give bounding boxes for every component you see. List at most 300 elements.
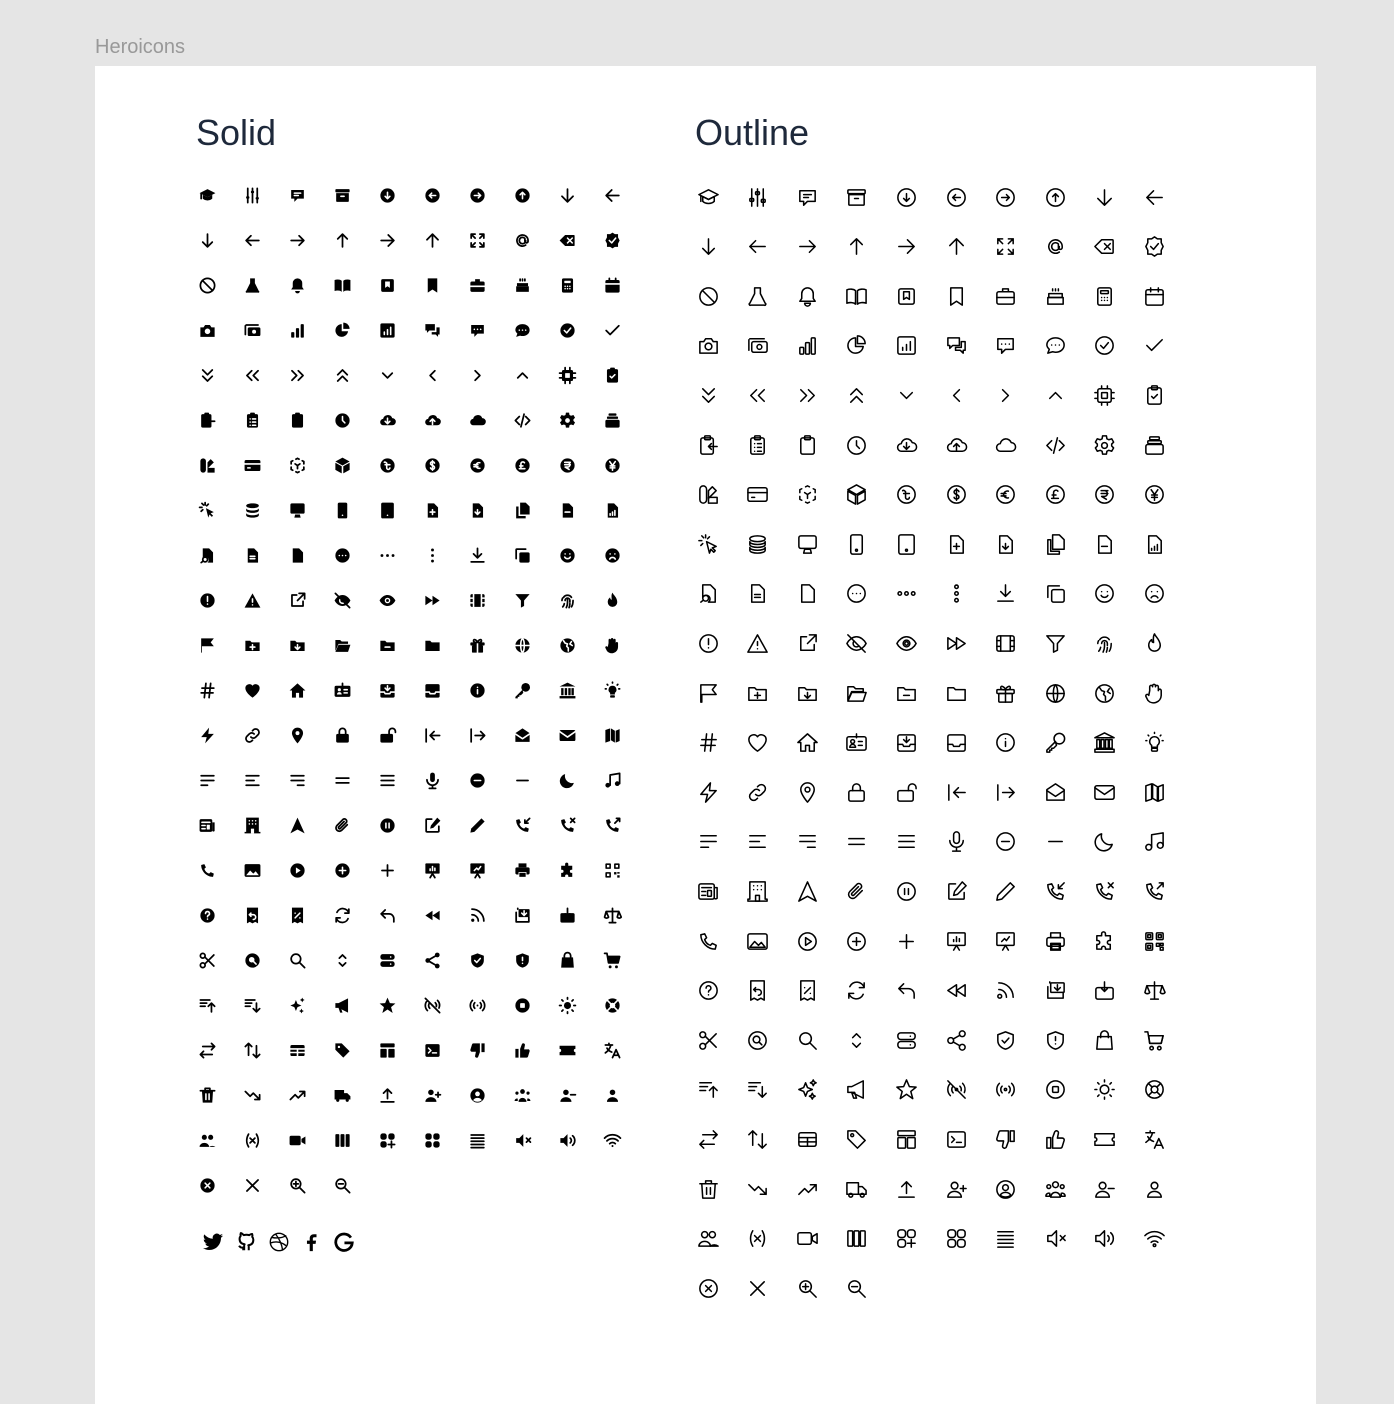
outline-minus-circle-icon xyxy=(994,830,1017,853)
solid-bars-3-icon xyxy=(378,771,397,790)
outline-x-mark-icon xyxy=(746,1277,769,1300)
solid-document-plus-icon xyxy=(423,501,442,520)
outline-building-office-icon xyxy=(746,880,769,903)
outline-squares-2x2-icon xyxy=(945,1227,968,1250)
outline-table-cells-icon xyxy=(796,1128,819,1151)
solid-command-line-icon xyxy=(423,1041,442,1060)
outline-arrow-long-down-icon xyxy=(697,235,720,258)
solid-plus-circle-icon xyxy=(333,861,352,880)
solid-sparkles-icon xyxy=(288,996,307,1015)
solid-printer-icon xyxy=(513,861,532,880)
solid-arrow-trending-down-icon xyxy=(243,1086,262,1105)
solid-face-frown-icon xyxy=(603,546,622,565)
solid-circle-stack-icon xyxy=(243,501,262,520)
outline-phone-x-mark-icon xyxy=(1093,880,1116,903)
solid-table-cells-icon xyxy=(288,1041,307,1060)
outline-presentation-chart-line-icon xyxy=(994,930,1017,953)
outline-lifebuoy-icon xyxy=(1143,1078,1166,1101)
solid-finger-print-icon xyxy=(558,591,577,610)
outline-currency-bangladeshi-icon xyxy=(895,483,918,506)
outline-chevron-double-up-icon xyxy=(845,384,868,407)
solid-inbox-icon xyxy=(423,681,442,700)
solid-magnifying-glass-minus-icon xyxy=(333,1176,352,1195)
solid-bars-2-icon xyxy=(333,771,352,790)
solid-chevron-right-icon xyxy=(468,366,487,385)
solid-chat-bubble-bottom-center-text-icon xyxy=(288,186,307,205)
outline-bookmark-icon xyxy=(945,285,968,308)
outline-hand-raised-icon xyxy=(1143,682,1166,705)
solid-cog-6-tooth-icon xyxy=(558,411,577,430)
solid-bars-arrow-up-icon xyxy=(198,996,217,1015)
solid-hand-raised-icon xyxy=(603,636,622,655)
solid-inbox-arrow-down-icon xyxy=(378,681,397,700)
outline-chevron-double-down-icon xyxy=(697,384,720,407)
solid-exclamation-triangle-icon xyxy=(243,591,262,610)
outline-clipboard-document-arrow-left-icon xyxy=(697,434,720,457)
outline-globe-americas-icon xyxy=(1093,682,1116,705)
outline-map-icon xyxy=(1143,781,1166,804)
outline-stop-circle-icon xyxy=(1044,1078,1067,1101)
outline-gift-icon xyxy=(994,682,1017,705)
outline-presentation-chart-bar-icon xyxy=(945,930,968,953)
outline-check-badge-icon xyxy=(1143,235,1166,258)
outline-magnifying-glass-icon xyxy=(796,1029,819,1052)
solid-lock-open-icon xyxy=(378,726,397,745)
outline-ellipsis-vertical-icon xyxy=(945,582,968,605)
frame-label: Heroicons xyxy=(95,36,186,58)
solid-chart-bar-icon xyxy=(288,321,307,340)
solid-currency-pound-icon xyxy=(513,456,532,475)
outline-sparkles-icon xyxy=(796,1078,819,1101)
outline-cloud-icon xyxy=(994,434,1017,457)
outline-printer-icon xyxy=(1044,930,1067,953)
outline-currency-pound-icon xyxy=(1044,483,1067,506)
solid-signal-icon xyxy=(468,996,487,1015)
outline-no-symbol-icon xyxy=(697,285,720,308)
outline-bolt-icon xyxy=(697,781,720,804)
solid-shield-exclamation-icon xyxy=(513,951,532,970)
solid-home-icon xyxy=(288,681,307,700)
outline-photo-icon xyxy=(746,930,769,953)
outline-exclamation-circle-icon xyxy=(697,632,720,655)
outline-light-bulb-icon xyxy=(1143,731,1166,754)
outline-arrow-down-circle-icon xyxy=(895,186,918,209)
outline-ticket-icon xyxy=(1093,1128,1116,1151)
dribbble-icon xyxy=(268,1231,290,1253)
outline-bell-icon xyxy=(796,285,819,308)
solid-document-text-icon xyxy=(243,546,262,565)
outline-chart-pie-icon xyxy=(845,334,868,357)
solid-ellipsis-horizontal-icon xyxy=(378,546,397,565)
solid-arrows-right-left-icon xyxy=(198,1041,217,1060)
solid-user-plus-icon xyxy=(423,1086,442,1105)
solid-forward-icon xyxy=(423,591,442,610)
solid-light-bulb-icon xyxy=(603,681,622,700)
outline-phone-arrow-up-right-icon xyxy=(1143,880,1166,903)
solid-cloud-arrow-up-icon xyxy=(423,411,442,430)
outline-rss-icon xyxy=(994,979,1017,1002)
outline-document-plus-icon xyxy=(945,533,968,556)
solid-inbox-stack-icon xyxy=(513,906,532,925)
solid-cake-icon xyxy=(513,276,532,295)
solid-computer-desktop-icon xyxy=(288,501,307,520)
solid-eye-icon xyxy=(378,591,397,610)
solid-currency-euro-icon xyxy=(468,456,487,475)
solid-square-2-stack-icon xyxy=(513,546,532,565)
solid-user-circle-icon xyxy=(468,1086,487,1105)
solid-identification-icon xyxy=(333,681,352,700)
solid-chevron-down-icon xyxy=(378,366,397,385)
outline-scissors-icon xyxy=(697,1029,720,1052)
solid-arrow-left-circle-icon xyxy=(423,186,442,205)
solid-arrow-down-on-square-icon xyxy=(558,906,577,925)
solid-arrow-uturn-left-icon xyxy=(378,906,397,925)
outline-heart-icon xyxy=(746,731,769,754)
solid-arrow-down-icon xyxy=(558,186,577,205)
outline-squares-plus-icon xyxy=(895,1227,918,1250)
solid-stop-circle-icon xyxy=(513,996,532,1015)
facebook-icon xyxy=(300,1231,322,1253)
solid-hand-thumb-up-icon xyxy=(513,1041,532,1060)
outline-check-icon xyxy=(1143,334,1166,357)
outline-device-tablet-icon xyxy=(895,533,918,556)
outline-chat-bubble-left-right-icon xyxy=(945,334,968,357)
solid-arrow-top-right-on-square-icon xyxy=(288,591,307,610)
outline-identification-icon xyxy=(845,731,868,754)
outline-clock-icon xyxy=(845,434,868,457)
outline-arrow-long-up-icon xyxy=(845,235,868,258)
solid-bolt-icon xyxy=(198,726,217,745)
solid-book-open-icon xyxy=(333,276,352,295)
solid-document-chart-bar-icon xyxy=(603,501,622,520)
outline-square-2-stack-icon xyxy=(1044,582,1067,605)
outline-academic-cap-icon xyxy=(697,186,720,209)
outline-arrow-top-right-on-square-icon xyxy=(796,632,819,655)
solid-exclamation-circle-icon xyxy=(198,591,217,610)
solid-globe-alt-icon xyxy=(513,636,532,655)
solid-gift-icon xyxy=(468,636,487,655)
solid-lifebuoy-icon xyxy=(603,996,622,1015)
solid-credit-card-icon xyxy=(243,456,262,475)
outline-microphone-icon xyxy=(945,830,968,853)
outline-check-circle-icon xyxy=(1093,334,1116,357)
solid-backspace-icon xyxy=(558,231,577,250)
solid-star-icon xyxy=(378,996,397,1015)
outline-moon-icon xyxy=(1093,830,1116,853)
outline-paper-clip-icon xyxy=(845,880,868,903)
outline-envelope-open-icon xyxy=(1044,781,1067,804)
outline-lock-closed-icon xyxy=(845,781,868,804)
solid-bars-arrow-down-icon xyxy=(243,996,262,1015)
outline-clipboard-document-check-icon xyxy=(1143,384,1166,407)
solid-plus-icon xyxy=(378,861,397,880)
outline-user-plus-icon xyxy=(945,1178,968,1201)
solid-paper-clip-icon xyxy=(333,816,352,835)
outline-banknotes-icon xyxy=(746,334,769,357)
outline-briefcase-icon xyxy=(994,285,1017,308)
solid-cube-transparent-icon xyxy=(288,456,307,475)
solid-chevron-double-up-icon xyxy=(333,366,352,385)
outline-chevron-left-icon xyxy=(945,384,968,407)
solid-folder-arrow-down-icon xyxy=(288,636,307,655)
outline-archive-box-icon xyxy=(845,186,868,209)
solid-arrow-right-on-rectangle-icon xyxy=(468,726,487,745)
outline-arrows-up-down-icon xyxy=(746,1128,769,1151)
outline-rectangle-stack-icon xyxy=(1143,434,1166,457)
solid-arrow-left-on-rectangle-icon xyxy=(423,726,442,745)
solid-document-arrow-down-icon xyxy=(468,501,487,520)
solid-document-icon xyxy=(288,546,307,565)
outline-qr-code-icon xyxy=(1143,930,1166,953)
outline-section-title: Outline xyxy=(695,112,810,153)
solid-video-camera-icon xyxy=(288,1131,307,1150)
solid-beaker-icon xyxy=(243,276,262,295)
outline-folder-icon xyxy=(945,682,968,705)
outline-building-library-icon xyxy=(1093,731,1116,754)
solid-camera-icon xyxy=(198,321,217,340)
solid-scissors-icon xyxy=(198,951,217,970)
solid-check-circle-icon xyxy=(558,321,577,340)
outline-language-icon xyxy=(1143,1128,1166,1151)
solid-briefcase-icon xyxy=(468,276,487,295)
outline-arrow-down-icon xyxy=(1093,186,1116,209)
outline-code-bracket-icon xyxy=(1044,434,1067,457)
solid-chart-bar-square-icon xyxy=(378,321,397,340)
outline-home-icon xyxy=(796,731,819,754)
outline-chat-bubble-bottom-center-dots-icon xyxy=(994,334,1017,357)
solid-arrows-up-down-icon xyxy=(243,1041,262,1060)
solid-envelope-icon xyxy=(558,726,577,745)
outline-swatch-icon xyxy=(697,483,720,506)
solid-rectangle-stack-icon xyxy=(603,411,622,430)
outline-truck-icon xyxy=(845,1178,868,1201)
outline-calculator-icon xyxy=(1093,285,1116,308)
outline-document-minus-icon xyxy=(1093,533,1116,556)
solid-device-tablet-icon xyxy=(378,501,397,520)
outline-phone-icon xyxy=(697,930,720,953)
outline-chevron-right-icon xyxy=(994,384,1017,407)
outline-view-columns-icon xyxy=(845,1227,868,1250)
outline-globe-alt-icon xyxy=(1044,682,1067,705)
solid-ellipsis-horizontal-circle-icon xyxy=(333,546,352,565)
outline-camera-icon xyxy=(697,334,720,357)
outline-information-circle-icon xyxy=(994,731,1017,754)
outline-currency-rupee-icon xyxy=(1093,483,1116,506)
outline-arrows-pointing-out-icon xyxy=(994,235,1017,258)
solid-musical-note-icon xyxy=(603,771,622,790)
solid-speaker-x-mark-icon xyxy=(513,1131,532,1150)
outline-arrow-long-right-icon xyxy=(796,235,819,258)
solid-minus-circle-icon xyxy=(468,771,487,790)
outline-minus-icon xyxy=(1044,830,1067,853)
solid-phone-arrow-down-left-icon xyxy=(513,816,532,835)
outline-key-icon xyxy=(1044,731,1067,754)
solid-arrow-up-circle-icon xyxy=(513,186,532,205)
outline-arrow-long-left-icon xyxy=(746,235,769,258)
solid-arrow-path-icon xyxy=(333,906,352,925)
solid-arrows-pointing-out-icon xyxy=(468,231,487,250)
outline-chevron-double-right-icon xyxy=(796,384,819,407)
outline-receipt-percent-icon xyxy=(796,979,819,1002)
outline-pause-circle-icon xyxy=(895,880,918,903)
solid-calendar-icon xyxy=(603,276,622,295)
solid-queue-list-icon xyxy=(468,1131,487,1150)
outline-backward-icon xyxy=(945,979,968,1002)
outline-envelope-icon xyxy=(1093,781,1116,804)
solid-clipboard-document-check-icon xyxy=(603,366,622,385)
solid-megaphone-icon xyxy=(333,996,352,1015)
solid-chevron-double-right-icon xyxy=(288,366,307,385)
solid-bars-3-bottom-left-icon xyxy=(198,771,217,790)
outline-play-circle-icon xyxy=(796,930,819,953)
outline-arrow-uturn-left-icon xyxy=(895,979,918,1002)
outline-server-stack-icon xyxy=(895,1029,918,1052)
solid-user-group-icon xyxy=(513,1086,532,1105)
solid-heart-icon xyxy=(243,681,262,700)
outline-video-camera-icon xyxy=(796,1227,819,1250)
solid-hashtag-icon xyxy=(198,681,217,700)
outline-computer-desktop-icon xyxy=(796,533,819,556)
solid-currency-rupee-icon xyxy=(558,456,577,475)
solid-information-circle-icon xyxy=(468,681,487,700)
solid-presentation-chart-line-icon xyxy=(468,861,487,880)
icon-sheet-canvas xyxy=(95,66,1316,1404)
solid-bars-3-center-left-icon xyxy=(243,771,262,790)
outline-arrow-right-on-rectangle-icon xyxy=(994,781,1017,804)
solid-photo-icon xyxy=(243,861,262,880)
solid-funnel-icon xyxy=(513,591,532,610)
solid-newspaper-icon xyxy=(198,816,217,835)
outline-queue-list-icon xyxy=(994,1227,1017,1250)
outline-inbox-arrow-down-icon xyxy=(895,731,918,754)
solid-squares-2x2-icon xyxy=(423,1131,442,1150)
outline-document-duplicate-icon xyxy=(1044,533,1067,556)
solid-adjustments-vertical-icon xyxy=(243,186,262,205)
solid-map-icon xyxy=(603,726,622,745)
solid-chevron-double-left-icon xyxy=(243,366,262,385)
solid-hand-thumb-down-icon xyxy=(468,1041,487,1060)
solid-trash-icon xyxy=(198,1086,217,1105)
google-icon xyxy=(333,1231,355,1253)
twitter-icon xyxy=(202,1231,224,1253)
solid-squares-plus-icon xyxy=(378,1131,397,1150)
solid-scale-icon xyxy=(603,906,622,925)
github-icon xyxy=(235,1231,257,1253)
solid-bookmark-icon xyxy=(423,276,442,295)
outline-arrow-down-on-square-icon xyxy=(1093,979,1116,1002)
outline-signal-icon xyxy=(994,1078,1017,1101)
outline-chart-bar-icon xyxy=(796,334,819,357)
solid-magnifying-glass-plus-icon xyxy=(288,1176,307,1195)
outline-magnifying-glass-minus-icon xyxy=(845,1277,868,1300)
solid-truck-icon xyxy=(333,1086,352,1105)
solid-pencil-icon xyxy=(468,816,487,835)
solid-qr-code-icon xyxy=(603,861,622,880)
outline-command-line-icon xyxy=(945,1128,968,1151)
outline-film-icon xyxy=(994,632,1017,655)
solid-currency-yen-icon xyxy=(603,456,622,475)
outline-arrow-left-icon xyxy=(1143,186,1166,209)
solid-x-circle-icon xyxy=(198,1176,217,1195)
outline-musical-note-icon xyxy=(1143,830,1166,853)
outline-beaker-icon xyxy=(746,285,769,308)
solid-arrow-down-circle-icon xyxy=(378,186,397,205)
outline-user-icon xyxy=(1143,1178,1166,1201)
solid-check-icon xyxy=(603,321,622,340)
outline-calendar-icon xyxy=(1143,285,1166,308)
solid-arrow-left-icon xyxy=(603,186,622,205)
solid-code-bracket-icon xyxy=(513,411,532,430)
outline-face-smile-icon xyxy=(1093,582,1116,605)
solid-at-symbol-icon xyxy=(513,231,532,250)
outline-arrow-trending-up-icon xyxy=(796,1178,819,1201)
solid-folder-minus-icon xyxy=(378,636,397,655)
solid-chevron-up-icon xyxy=(513,366,532,385)
solid-cursor-arrow-rays-icon xyxy=(198,501,217,520)
outline-sun-icon xyxy=(1093,1078,1116,1101)
solid-receipt-percent-icon xyxy=(288,906,307,925)
outline-eye-icon xyxy=(895,632,918,655)
outline-cloud-arrow-down-icon xyxy=(895,434,918,457)
solid-no-symbol-icon xyxy=(198,276,217,295)
outline-phone-arrow-down-left-icon xyxy=(1044,880,1067,903)
outline-clipboard-document-list-icon xyxy=(746,434,769,457)
outline-cursor-arrow-rays-icon xyxy=(697,533,720,556)
outline-inbox-icon xyxy=(945,731,968,754)
outline-chevron-up-down-icon xyxy=(845,1029,868,1052)
solid-globe-americas-icon xyxy=(558,636,577,655)
outline-folder-minus-icon xyxy=(895,682,918,705)
outline-at-symbol-icon xyxy=(1044,235,1067,258)
outline-tag-icon xyxy=(845,1128,868,1151)
outline-cog-6-tooth-icon xyxy=(1093,434,1116,457)
outline-share-icon xyxy=(945,1029,968,1052)
outline-exclamation-triangle-icon xyxy=(746,632,769,655)
outline-cpu-chip-icon xyxy=(1093,384,1116,407)
solid-arrow-right-circle-icon xyxy=(468,186,487,205)
solid-cloud-arrow-down-icon xyxy=(378,411,397,430)
solid-paper-airplane-icon xyxy=(288,816,307,835)
solid-phone-icon xyxy=(198,861,217,880)
outline-newspaper-icon xyxy=(697,880,720,903)
solid-flag-icon xyxy=(198,636,217,655)
outline-bars-arrow-down-icon xyxy=(746,1078,769,1101)
outline-document-arrow-down-icon xyxy=(994,533,1017,556)
solid-magnifying-glass-icon xyxy=(288,951,307,970)
solid-key-icon xyxy=(513,681,532,700)
outline-link-icon xyxy=(746,781,769,804)
solid-currency-dollar-icon xyxy=(423,456,442,475)
outline-trash-icon xyxy=(697,1178,720,1201)
solid-arrow-long-down-icon xyxy=(198,231,217,250)
outline-arrow-path-icon xyxy=(845,979,868,1002)
outline-user-circle-icon xyxy=(994,1178,1017,1201)
solid-shopping-bag-icon xyxy=(558,951,577,970)
outline-document-icon xyxy=(796,582,819,605)
outline-rectangle-group-icon xyxy=(895,1128,918,1151)
outline-face-frown-icon xyxy=(1143,582,1166,605)
outline-chart-bar-square-icon xyxy=(895,334,918,357)
solid-shield-check-icon xyxy=(468,951,487,970)
outline-arrow-trending-down-icon xyxy=(746,1178,769,1201)
solid-magnifying-glass-circle-icon xyxy=(243,951,262,970)
outline-bars-3-bottom-right-icon xyxy=(796,830,819,853)
outline-hand-thumb-down-icon xyxy=(994,1128,1017,1151)
solid-academic-cap-icon xyxy=(198,186,217,205)
outline-backspace-icon xyxy=(1093,235,1116,258)
solid-rectangle-group-icon xyxy=(378,1041,397,1060)
outline-forward-icon xyxy=(945,632,968,655)
